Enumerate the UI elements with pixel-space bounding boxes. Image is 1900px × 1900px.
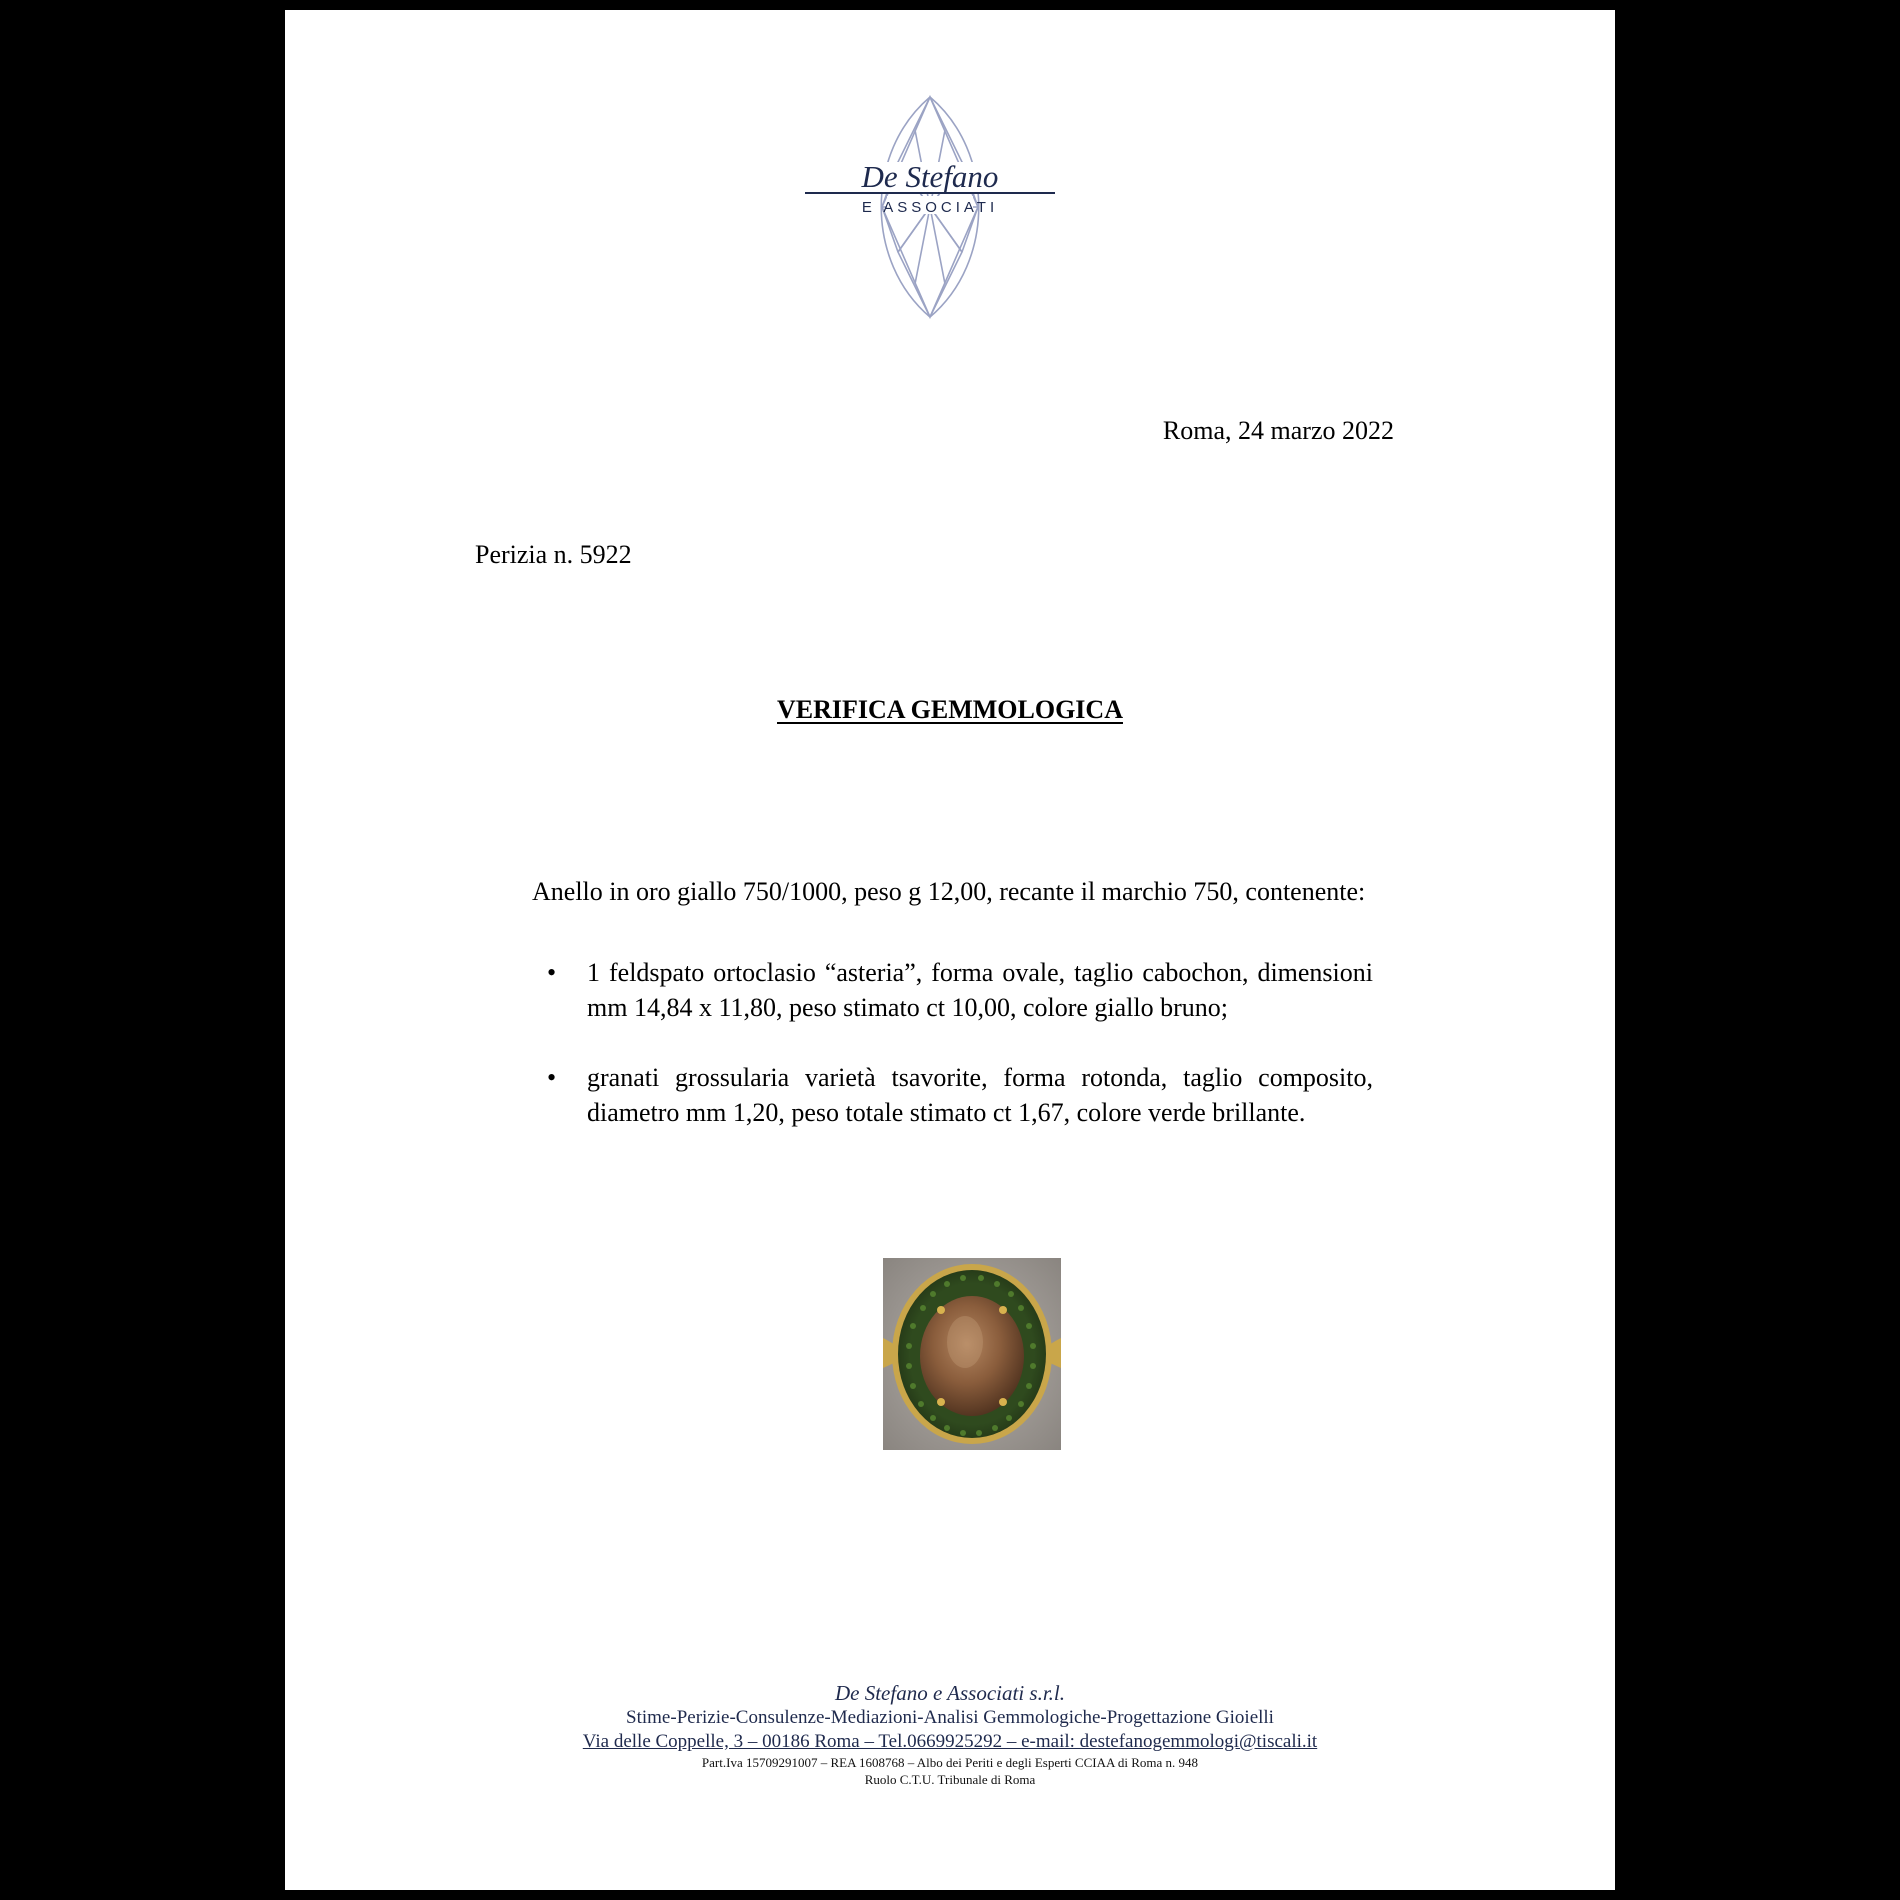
footer-legal-line: Part.Iva 15709291007 – REA 1608768 – Albo dei Periti e degli Esperti CCIAA di Roma n. 948 — [701, 1755, 1199, 1770]
logo-brand-name: De Stefano — [861, 159, 999, 194]
list-item-line: diametro mm 1,20, peso totale stimato ct 1,67, colore verde brillante. — [587, 1098, 1306, 1127]
list-item-line: mm 14,84 x 11,80, peso stimato ct 10,00, colore giallo bruno; — [587, 993, 1229, 1022]
list-item-line: 1 feldspato ortoclasio “asteria”, forma ovale, taglio cabochon, dimensioni — [587, 958, 1373, 987]
document-title-text: VERIFICA GEMMOLOGICA — [777, 695, 1123, 724]
ring-image-icon — [883, 1258, 1061, 1450]
bullet-icon: • — [547, 1063, 557, 1092]
footer-services: Stime-Perizie-Consulenze-Mediazioni-Analisi Gemmologiche-Progettazione Gioielli — [626, 1707, 1274, 1728]
company-logo — [805, 92, 1055, 322]
report-number: Perizia n. 5922 — [475, 540, 632, 569]
item-description: Anello in oro giallo 750/1000, peso g 12,00, recante il marchio 750, contenente: — [532, 877, 1366, 906]
footer — [285, 1680, 1615, 1788]
list-item-line: granati grossularia varietà tsavorite, forma rotonda, taglio composito, — [587, 1063, 1373, 1092]
bullet-icon: • — [547, 958, 557, 987]
list-item — [587, 955, 1373, 1025]
footer-company: De Stefano e Associati s.r.l. — [834, 1681, 1065, 1705]
footer-legal-line: Ruolo C.T.U. Tribunale di Roma — [864, 1772, 1036, 1787]
ring-photo — [883, 1258, 1061, 1450]
list-item — [587, 1060, 1373, 1130]
marquise-diamond-logo-icon — [805, 92, 1055, 322]
document-page — [285, 10, 1615, 1890]
document-date: Roma, 24 marzo 2022 — [1162, 416, 1394, 445]
footer-address[interactable]: Via delle Coppelle, 3 – 00186 Roma – Tel.0669925292 – e-mail: destefanogemmologi@tiscali.it — [582, 1731, 1318, 1752]
document-title — [285, 695, 1615, 725]
logo-brand-sub: E ASSOCIATI — [861, 199, 999, 216]
